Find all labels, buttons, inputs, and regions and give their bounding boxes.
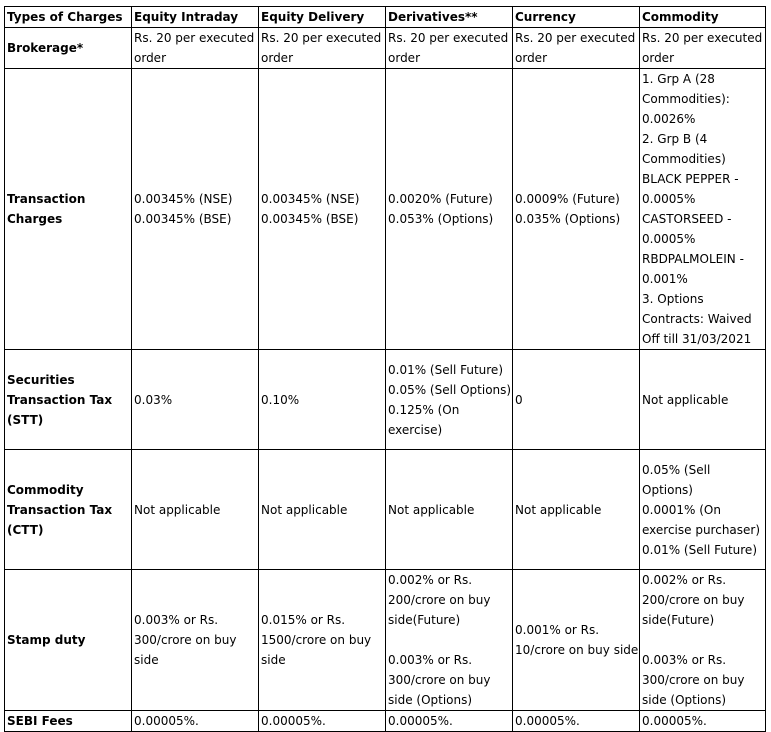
row-label-text: Commodity Transaction Tax (CTT) xyxy=(7,482,113,537)
cell-text: Rs. 20 per executed order xyxy=(134,31,255,65)
cell-text: 0.00005%. xyxy=(642,714,707,728)
row-label-text: SEBI Fees xyxy=(7,714,73,728)
table-cell xyxy=(513,28,640,69)
table-cell xyxy=(132,28,259,69)
table-row xyxy=(5,69,766,350)
cell-text: 0.053% (Options) xyxy=(388,212,494,226)
column-header: Equity Intraday xyxy=(132,7,259,28)
cell-text: 0.0009% (Future) xyxy=(515,192,620,206)
row-label xyxy=(5,570,132,711)
cell-text: BLACK PEPPER - 0.0005% xyxy=(642,172,739,206)
table-cell xyxy=(640,350,766,450)
row-label-text: Transaction Charges xyxy=(7,192,86,226)
cell-text: 0.003% or Rs. 300/crore on buy side xyxy=(134,613,237,667)
cell-spacer xyxy=(642,630,765,650)
table-cell xyxy=(386,570,513,711)
cell-text: 0.035% (Options) xyxy=(515,212,621,226)
table-cell xyxy=(386,711,513,732)
cell-text: 0.05% (Sell Options) xyxy=(388,382,512,397)
table-cell xyxy=(640,570,766,711)
row-label-text: Securities Transaction Tax (STT) xyxy=(7,372,113,427)
cell-text: 0.00005%. xyxy=(388,714,453,728)
cell-text: 0.00345% (NSE) xyxy=(261,192,360,206)
table-row xyxy=(5,350,766,450)
table-cell xyxy=(386,450,513,570)
cell-text: CASTORSEED - 0.0005% xyxy=(642,212,732,246)
table-cell xyxy=(259,570,386,711)
cell-text: 0.10% xyxy=(261,392,300,407)
table-cell xyxy=(259,450,386,570)
table-cell xyxy=(259,711,386,732)
cell-text: 0.01% (Sell Future) xyxy=(388,362,503,377)
table-cell xyxy=(386,28,513,69)
table-row xyxy=(5,450,766,570)
column-header: Currency xyxy=(513,7,640,28)
row-label xyxy=(5,711,132,732)
cell-text: Rs. 20 per executed order xyxy=(515,31,636,65)
table-cell xyxy=(640,28,766,69)
table-cell xyxy=(513,450,640,570)
table-cell xyxy=(640,69,766,350)
cell-text: Not applicable xyxy=(261,502,348,517)
cell-text: 0.00345% (BSE) xyxy=(134,212,232,226)
cell-text: Not applicable xyxy=(515,502,602,517)
table-row xyxy=(5,711,766,732)
table-cell xyxy=(132,350,259,450)
cell-text: Rs. 20 per executed order xyxy=(642,31,763,65)
table-cell xyxy=(132,570,259,711)
cell-text: 0 xyxy=(515,392,523,407)
cell-text: 0.00345% (NSE) xyxy=(134,192,233,206)
table-row xyxy=(5,28,766,69)
row-label-text: Stamp duty xyxy=(7,633,86,647)
cell-text: 0.05% (Sell Options) xyxy=(642,462,711,497)
cell-text: 0.00005%. xyxy=(261,714,326,728)
cell-text: 0.125% (On exercise) xyxy=(388,402,460,437)
table-cell xyxy=(640,450,766,570)
table-cell xyxy=(132,69,259,350)
table-cell xyxy=(513,711,640,732)
cell-text: 0.001% or Rs. 10/crore on buy side xyxy=(515,623,639,657)
row-label-text: Brokerage* xyxy=(7,41,84,55)
table-cell xyxy=(132,450,259,570)
cell-text: 0.0020% (Future) xyxy=(388,192,493,206)
cell-text: 0.03% xyxy=(134,392,173,407)
column-header: Commodity xyxy=(640,7,766,28)
column-header: Types of Charges xyxy=(5,7,132,28)
charges-table xyxy=(4,6,766,732)
cell-text: 0.00005%. xyxy=(515,714,580,728)
column-header: Derivatives** xyxy=(386,7,513,28)
cell-text: 0.00345% (BSE) xyxy=(261,212,359,226)
cell-text: Rs. 20 per executed order xyxy=(261,31,382,65)
cell-text: Not applicable xyxy=(388,502,475,517)
row-label xyxy=(5,450,132,570)
cell-text: 2. Grp B (4 Commodities) xyxy=(642,132,726,166)
table-cell xyxy=(386,69,513,350)
table-cell xyxy=(386,350,513,450)
cell-text: 0.003% or Rs. 300/crore on buy side (Options) xyxy=(642,653,745,707)
cell-text: Not applicable xyxy=(642,392,729,407)
cell-text: Rs. 20 per executed order xyxy=(388,31,509,65)
cell-text: 1. Grp A (28 Commodities): 0.0026% xyxy=(642,72,730,126)
cell-spacer xyxy=(388,630,512,650)
table-cell xyxy=(513,570,640,711)
cell-text: 0.00005%. xyxy=(134,714,199,728)
header-row xyxy=(5,7,766,28)
table-cell xyxy=(513,69,640,350)
cell-text: 3. Options Contracts: Waived Off till 31/03/2021 xyxy=(642,292,752,346)
cell-text: 0.0001% (On exercise purchaser) xyxy=(642,502,761,537)
cell-text: 0.01% (Sell Future) xyxy=(642,542,757,557)
table-row xyxy=(5,570,766,711)
cell-text: 0.015% or Rs. 1500/crore on buy side xyxy=(261,613,372,667)
row-label xyxy=(5,28,132,69)
column-header: Equity Delivery xyxy=(259,7,386,28)
table-cell xyxy=(132,711,259,732)
table-cell xyxy=(259,350,386,450)
table-cell xyxy=(259,69,386,350)
cell-text: 0.002% or Rs. 200/crore on buy side(Future) xyxy=(388,573,491,627)
table-cell xyxy=(259,28,386,69)
cell-text: RBDPALMOLEIN - 0.001% xyxy=(642,252,744,286)
row-label xyxy=(5,350,132,450)
cell-text: 0.003% or Rs. 300/crore on buy side (Options) xyxy=(388,653,491,707)
table-cell xyxy=(640,711,766,732)
table-cell xyxy=(513,350,640,450)
cell-text: 0.002% or Rs. 200/crore on buy side(Future) xyxy=(642,573,745,627)
cell-text: Not applicable xyxy=(134,502,221,517)
row-label xyxy=(5,69,132,350)
